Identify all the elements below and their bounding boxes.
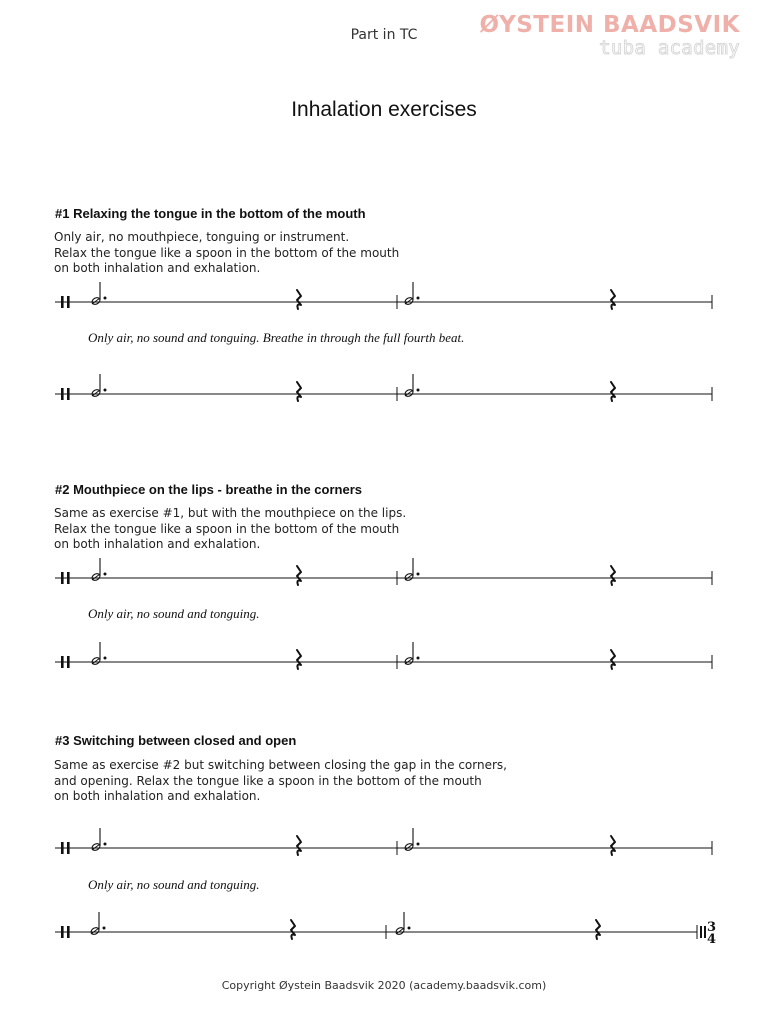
exercise-1-staff-b xyxy=(0,376,768,412)
exercise-3-staff-b xyxy=(0,914,768,950)
exercise-1-heading: #1 Relaxing the tongue in the bottom of the mouth xyxy=(55,206,366,221)
quarter-rest xyxy=(611,382,615,401)
percussion-clef-bar xyxy=(61,926,64,938)
exercise-3-description xyxy=(54,758,507,805)
augmentation-dot xyxy=(104,843,107,846)
quarter-rest xyxy=(297,382,301,401)
quarter-rest xyxy=(297,290,301,309)
augmentation-dot xyxy=(417,297,420,300)
copyright-footer: Copyright Øystein Baadsvik 2020 (academy.baadsvik.com) xyxy=(221,979,547,992)
augmentation-dot xyxy=(408,927,411,930)
augmentation-dot xyxy=(417,573,420,576)
quarter-rest xyxy=(291,920,295,939)
exercise-3-description-line: on both inhalation and exhalation. xyxy=(54,789,261,803)
quarter-rest xyxy=(297,650,301,669)
percussion-clef-bar xyxy=(61,388,64,400)
augmentation-dot xyxy=(104,573,107,576)
exercise-1-description-line: on both inhalation and exhalation. xyxy=(54,261,261,275)
quarter-rest xyxy=(611,290,615,309)
exercise-1-description-line: Only air, no mouthpiece, tonguing or instrument. xyxy=(54,230,350,244)
augmentation-dot xyxy=(417,843,420,846)
percussion-clef-bar xyxy=(61,842,64,854)
augmentation-dot xyxy=(417,389,420,392)
exercise-2-staff-b xyxy=(0,644,768,680)
exercise-1-instruction: Only air, no sound and tonguing. Breathe in through the full fourth beat. xyxy=(88,330,465,345)
percussion-clef-bar xyxy=(67,656,70,668)
exercise-1-staff-a xyxy=(0,284,768,320)
augmentation-dot xyxy=(104,657,107,660)
part-label: Part in TC xyxy=(350,27,418,43)
augmentation-dot xyxy=(104,389,107,392)
percussion-clef-bar xyxy=(67,926,70,938)
exercise-1-description xyxy=(54,230,399,277)
time-signature-numerator: 3 xyxy=(707,920,717,935)
quarter-rest xyxy=(611,836,615,855)
quarter-rest xyxy=(297,566,301,585)
exercise-2-staff-a xyxy=(0,560,768,596)
percussion-clef-bar xyxy=(67,842,70,854)
exercise-2-heading: #2 Mouthpiece on the lips - breathe in the corners xyxy=(55,482,362,497)
percussion-clef-bar xyxy=(67,296,70,308)
exercise-2-description-line: on both inhalation and exhalation. xyxy=(54,537,261,551)
time-signature-denominator: 4 xyxy=(707,932,717,947)
exercise-2-description-line: Relax the tongue like a spoon in the bottom of the mouth xyxy=(54,521,400,536)
exercise-3-staff-a xyxy=(0,830,768,866)
exercise-2-instruction: Only air, no sound and tonguing. xyxy=(88,606,260,621)
percussion-clef-bar xyxy=(700,926,702,938)
quarter-rest xyxy=(611,650,615,669)
percussion-clef-bar xyxy=(61,656,64,668)
quarter-rest xyxy=(596,920,600,939)
logo-name: ØYSTEIN BAADSVIK xyxy=(479,12,740,38)
augmentation-dot xyxy=(417,657,420,660)
percussion-clef-bar xyxy=(67,572,70,584)
augmentation-dot xyxy=(104,297,107,300)
exercise-3-heading: #3 Switching between closed and open xyxy=(55,733,297,748)
quarter-rest xyxy=(611,566,615,585)
page-title: Inhalation exercises xyxy=(291,98,477,121)
exercise-3-description-line: Same as exercise #2 but switching between closing the gap in the corners, xyxy=(54,758,507,772)
augmentation-dot xyxy=(103,927,106,930)
logo-subtitle: tuba academy xyxy=(599,37,740,59)
brand-logo xyxy=(479,14,740,58)
percussion-clef-bar xyxy=(67,388,70,400)
quarter-rest xyxy=(297,836,301,855)
exercise-3-description-line: and opening. Relax the tongue like a spoon in the bottom of the mouth xyxy=(54,773,482,788)
exercise-2-description xyxy=(54,506,406,553)
percussion-clef-bar xyxy=(61,572,64,584)
percussion-clef-bar xyxy=(704,926,706,938)
percussion-clef-bar xyxy=(61,296,64,308)
exercise-2-description-line: Same as exercise #1, but with the mouthpiece on the lips. xyxy=(54,506,407,520)
exercise-1-description-line: Relax the tongue like a spoon in the bottom of the mouth xyxy=(54,245,400,260)
exercise-3-instruction: Only air, no sound and tonguing. xyxy=(88,877,260,892)
